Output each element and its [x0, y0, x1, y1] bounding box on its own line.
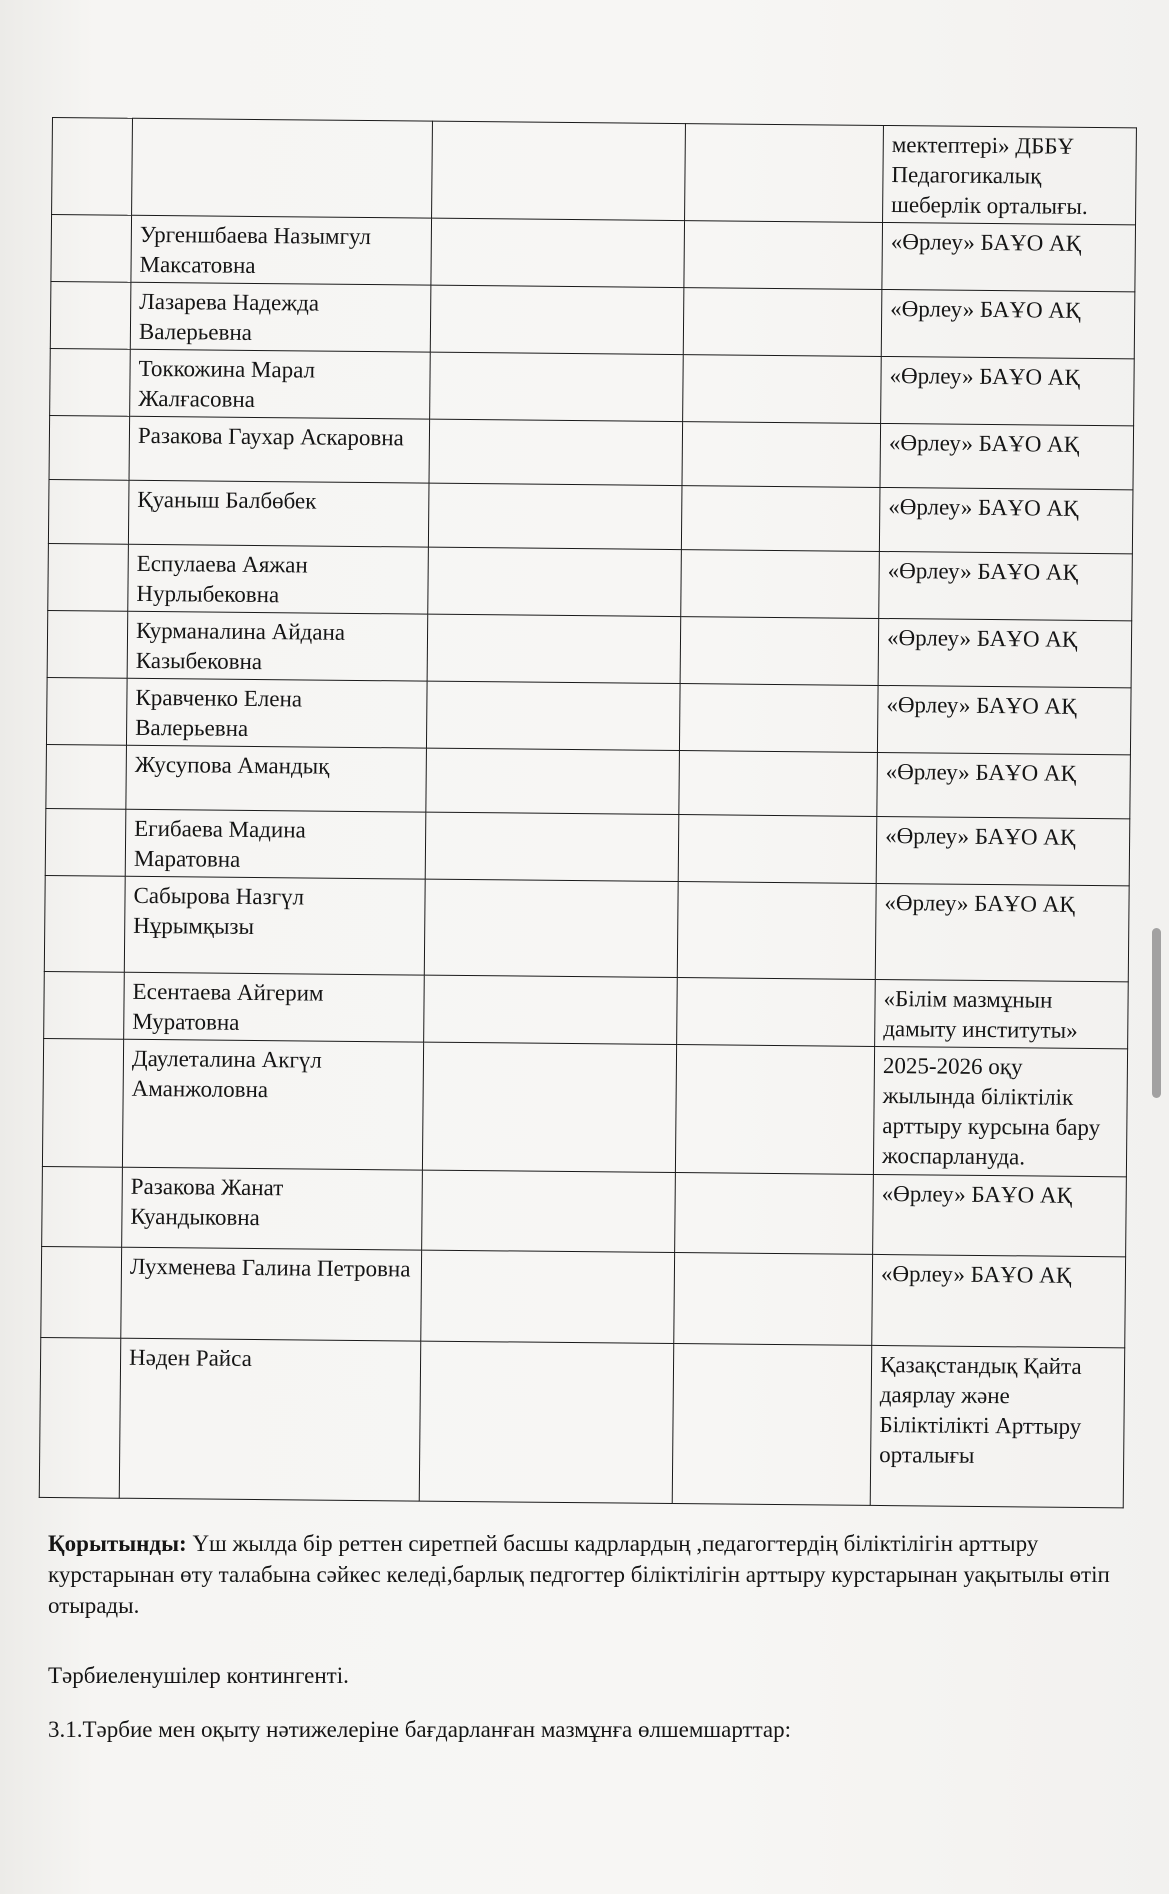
training-organization: «Өрлеу» БАҰО АҚ [881, 356, 1135, 425]
table-cell-empty [428, 547, 682, 616]
training-organization: 2025-2026 оқу жылында біліктілік арттыру курсына бару жоспарлануда. [873, 1046, 1127, 1176]
table-cell-empty [683, 288, 882, 357]
table-cell-empty [427, 614, 681, 683]
training-organization: «Өрлеу» БАҰО АҚ [877, 752, 1131, 818]
table-cell-empty [679, 684, 878, 753]
table-cell-number [52, 118, 133, 216]
table-row [41, 1246, 1126, 1347]
table-cell-number [46, 744, 127, 809]
table-cell-empty [678, 815, 877, 884]
training-organization: «Өрлеу» БАҰО АҚ [880, 423, 1134, 489]
table-row [46, 677, 1131, 754]
table-cell-empty [685, 124, 884, 223]
table-cell-empty [430, 352, 684, 421]
conclusion-label: Қорытынды: [48, 1531, 187, 1556]
table-cell-empty [431, 218, 685, 287]
criteria-heading: 3.1.Тәрбие мен оқыту нәтижелеріне бағдарланған мазмұнға өлшемшарттар: [48, 1717, 792, 1742]
table-row [47, 610, 1132, 687]
table-cell-empty [426, 681, 680, 750]
training-organization: «Өрлеу» БАҰО АҚ [879, 487, 1133, 553]
teacher-name: Сабырова Назгүл Нұрымқызы [124, 876, 425, 975]
table-cell-empty [684, 221, 883, 290]
training-organization: «Білім мазмұнын дамыту институты» [875, 979, 1129, 1048]
table-cell-number [44, 971, 125, 1039]
teacher-name: Кравченко Елена Валерьевна [126, 678, 427, 748]
table-cell-empty [424, 879, 678, 977]
table-cell-empty [683, 355, 882, 424]
teacher-name: Жусупова Амандық [126, 745, 427, 812]
scrollbar-thumb[interactable] [1152, 928, 1161, 1098]
staff-qualification-table [39, 117, 1137, 1508]
table-cell-empty [677, 978, 876, 1047]
table-cell-number [46, 677, 127, 745]
table-cell-number [50, 281, 131, 349]
table-cell-empty [424, 975, 678, 1044]
table-cell-empty [430, 285, 684, 354]
table-cell-empty [421, 1250, 675, 1343]
teacher-name: Егибаева Мадина Маратовна [125, 809, 426, 879]
teacher-name: Токкожина Марал Жалғасовна [130, 349, 431, 419]
teacher-name: Есентаева Айгерим Муратовна [124, 972, 425, 1042]
table-cell-empty [675, 1045, 874, 1175]
training-organization: «Өрлеу» БАҰО АҚ [881, 289, 1135, 358]
table-row [44, 875, 1129, 981]
table-cell-empty [681, 486, 880, 552]
table-row [49, 415, 1134, 489]
teacher-name: Лухменева Галина Петровна [121, 1247, 422, 1341]
table-cell-empty [429, 419, 683, 485]
table-row [51, 215, 1136, 292]
table-cell-number [44, 875, 125, 972]
teacher-name: Даулеталина Акгүл Аманжоловна [122, 1039, 423, 1170]
teacher-name: Разакова Жанат Куандыковна [122, 1167, 423, 1250]
teacher-name: Ургеншбаева Назымгул Максатовна [131, 215, 432, 285]
teacher-name: Еспулаева Аяжан Нурлыбековна [128, 544, 429, 614]
table-cell-number [42, 1038, 123, 1167]
training-organization: «Өрлеу» БАҰО АҚ [873, 1174, 1127, 1256]
table-cell-number [48, 479, 129, 544]
table-cell-empty [419, 1341, 674, 1503]
table-cell-number [39, 1337, 121, 1498]
table-cell-empty [680, 617, 879, 686]
table-cell-number [50, 348, 131, 416]
teacher-name: Қуаныш Балбөбек [128, 480, 429, 547]
table-cell-number [48, 543, 129, 611]
table-row [45, 808, 1130, 885]
table-row [48, 543, 1133, 620]
training-organization: «Өрлеу» БАҰО АҚ [875, 883, 1129, 981]
contingent-heading: Тәрбиеленушілер контингенті. [48, 1663, 349, 1688]
table-cell-empty [681, 550, 880, 619]
conclusion-text: Үш жылда бір реттен сиретпей басшы кадрлардың ,педагогтердің біліктілігін арттыру курстарынан өту талабына сәйкес келеді,барлық педгогтер біліктілігін арттыру курстарынан уақытылы өтіп отырады. [48, 1531, 1110, 1618]
table-cell-empty [422, 1170, 676, 1252]
table-cell-empty [679, 751, 878, 817]
table-cell-empty [422, 1042, 676, 1172]
table-row [46, 744, 1131, 818]
training-organization: «Өрлеу» БАҰО АҚ [878, 618, 1132, 687]
training-organization: «Өрлеу» БАҰО АҚ [882, 222, 1136, 291]
table-cell-empty [677, 882, 876, 980]
table-cell-number [49, 415, 130, 480]
training-organization: «Өрлеу» БАҰО АҚ [879, 551, 1133, 620]
table-cell-number [41, 1246, 122, 1338]
table-cell-empty [432, 121, 686, 220]
table-row [42, 1038, 1127, 1176]
table-cell-empty [426, 748, 680, 814]
teacher-name: Лазарева Надежда Валерьевна [130, 282, 431, 352]
table-row [52, 118, 1137, 225]
table-row [50, 348, 1135, 425]
teacher-name: Курманалина Айдана Казыбековна [127, 611, 428, 681]
training-organization: «Өрлеу» БАҰО АҚ [872, 1254, 1126, 1347]
table-row [50, 281, 1135, 358]
table-row [42, 1166, 1127, 1256]
table-cell-empty [672, 1344, 872, 1506]
training-organization: «Өрлеу» БАҰО АҚ [876, 816, 1130, 885]
table-cell-empty [674, 1253, 873, 1346]
table-cell-empty [675, 1173, 874, 1255]
teacher-name: Разакова Гаухар Аскаровна [129, 416, 430, 483]
teacher-name: Нәден Райса [119, 1338, 421, 1501]
table-cell-number [51, 215, 132, 283]
table-row [44, 971, 1129, 1048]
table-cell-empty [425, 812, 679, 881]
table-row [48, 479, 1133, 553]
table-cell-empty [682, 422, 881, 488]
training-organization: «Өрлеу» БАҰО АҚ [877, 685, 1131, 754]
table-cell-empty [428, 483, 682, 549]
teacher-name [132, 118, 433, 218]
conclusion-paragraph [48, 1528, 1128, 1621]
table-cell-number [42, 1166, 123, 1247]
table-cell-number [47, 610, 128, 678]
training-organization: мектептері» ДББҰ Педагогикалық шеберлік орталығы. [883, 125, 1137, 224]
table-cell-number [45, 808, 126, 876]
training-organization: Қазақстандық Қайта даярлау және Біліктілікті Арттыру орталығы [870, 1345, 1125, 1507]
table-row [39, 1337, 1124, 1507]
